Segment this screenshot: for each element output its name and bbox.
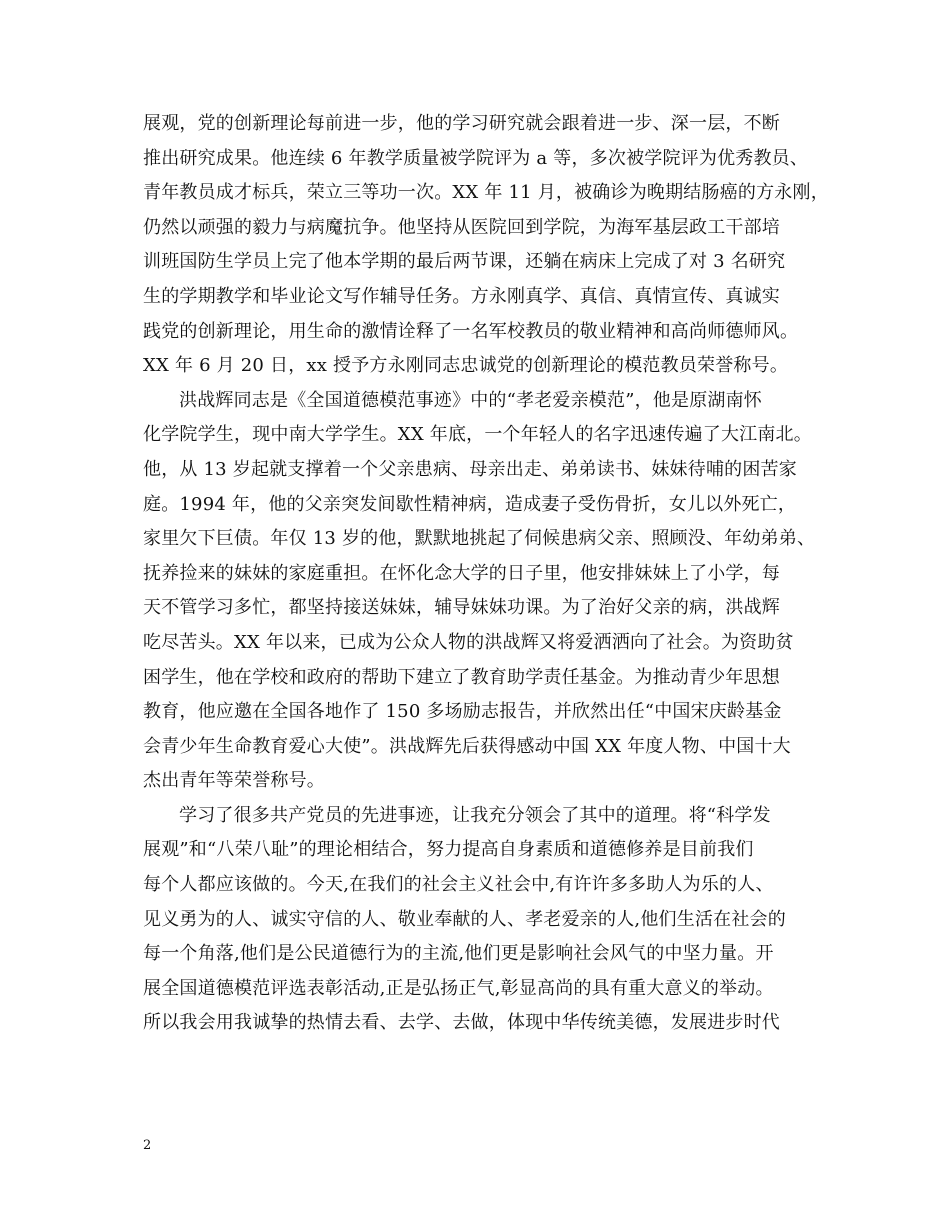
text-line: 天不管学习多忙，都坚持接送妹妹，辅导妹妹功课。为了治好父亲的病，洪战辉	[143, 597, 780, 619]
text-line: 每个人都应该做的。今天,在我们的社会主义社会中,有许许多多助人为乐的人、	[143, 874, 774, 896]
text-line: XX 年 6 月 20 日，xx 授予方永刚同志忠诚党的创新理论的模范教员荣誉称号。	[143, 355, 789, 377]
text-line: 生的学期教学和毕业论文写作辅导任务。方永刚真学、真信、真情宣传、真诚实	[143, 285, 780, 307]
text-line: 展观”和“八荣八耻”的理论相结合，努力提高自身素质和道德修养是目前我们	[143, 839, 754, 861]
text-line: 他，从 13 岁起就支撑着一个父亲患病、母亲出走、弟弟读书、妹妹待哺的困苦家	[143, 458, 797, 480]
page-number: 2	[143, 1138, 152, 1153]
paragraph-start-line: 学习了很多共产党员的先进事迹，让我充分领会了其中的道理。将“科学发	[179, 804, 771, 826]
text-line: 吃尽苦头。XX 年以来，已成为公众人物的洪战辉又将爱洒洒向了社会。为资助贫	[143, 631, 794, 653]
text-line: 困学生，他在学校和政府的帮助下建立了教育助学责任基金。为推动青少年思想	[143, 666, 780, 688]
text-line: 训班国防生学员上完了他本学期的最后两节课，还躺在病床上完成了对 3 名研究	[143, 251, 786, 273]
text-line: 推出研究成果。他连续 6 年教学质量被学院评为 a 等，多次被学院评为优秀教员、	[143, 147, 809, 169]
text-line: 青年教员成才标兵，荣立三等功一次。XX 年 11 月，被确诊为晚期结肠癌的方永刚，	[143, 182, 829, 204]
text-line: 教育，他应邀在全国各地作了 150 多场励志报告，并欣然出任“中国宋庆龄基金	[143, 701, 782, 723]
text-line: 家里欠下巨债。年仅 13 岁的他，默默地挑起了伺候患病父亲、照顾没、年幼弟弟、	[143, 528, 816, 550]
text-line: 仍然以顽强的毅力与病魔抗争。他坚持从医院回到学院，为海军基层政工干部培	[143, 216, 780, 238]
paragraph-start-line: 洪战辉同志是《全国道德模范事迹》中的“孝老爱亲模范”，他是原湖南怀	[179, 389, 763, 411]
text-line: 抚养捡来的妹妹的家庭重担。在怀化念大学的日子里，他安排妹妹上了小学，每	[143, 562, 780, 584]
text-line: 所以我会用我诚挚的热情去看、去学、去做，体现中华传统美德，发展进步时代	[143, 1012, 780, 1034]
text-line: 每一个角落,他们是公民道德行为的主流,他们更是影响社会风气的中坚力量。开	[143, 943, 774, 965]
text-line: 展观，党的创新理论每前进一步，他的学习研究就会跟着进一步、深一层，不断	[143, 113, 780, 134]
text-line: 践党的创新理论，用生命的激情诠释了一名军校教员的敬业精神和高尚师德师风。	[143, 320, 799, 342]
body-text	[143, 107, 829, 1041]
text-line: 见义勇为的人、诚实守信的人、敬业奉献的人、孝老爱亲的人,他们生活在社会的	[143, 908, 786, 930]
text-line: 展全国道德模范评选表彰活动,正是弘扬正气,彰显高尚的具有重大意义的举动。	[143, 977, 774, 999]
text-line: 会青少年生命教育爱心大使”。洪战辉先后获得感动中国 XX 年度人物、中国十大	[143, 735, 791, 757]
text-line: 化学院学生，现中南大学学生。XX 年底，一个年轻人的名字迅速传遍了大江南北。	[143, 424, 812, 446]
text-line: 杰出青年等荣誉称号。	[143, 770, 325, 792]
text-line: 庭。1994 年，他的父亲突发间歇性精神病，造成妻子受伤骨折，女儿以外死亡，	[143, 493, 797, 515]
